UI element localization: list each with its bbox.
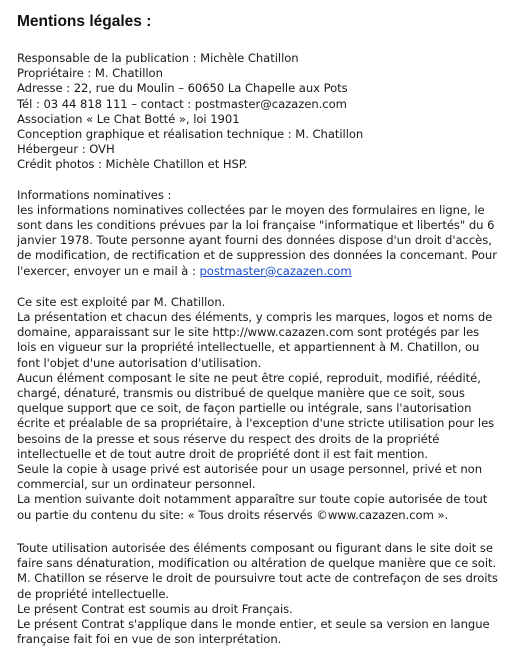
- ownership-line: font l'objet d'une autorisation d'utilisation.: [17, 355, 262, 370]
- ownership-line: Ce site est exploité par M. Chatillon.: [17, 294, 226, 309]
- ownership-line: ou partie du contenu du site: « Tous droits réservés ©www.cazazen.com ».: [17, 507, 449, 522]
- legal-notice-page: [17, 12, 517, 647]
- ownership-section: [17, 295, 517, 523]
- ownership-line: besoins de la presse et sous réserve du respect des droits de la propriété: [17, 431, 440, 446]
- personal-data-line: de modification, de rectification et de suppression des données la concemant. Pour: [17, 248, 497, 263]
- ownership-line: écrite et préalable de sa propriétaire, à l'exception d'une stricte utilisation pour les: [17, 416, 495, 431]
- owner-line: Propriétaire : M. Chatillon: [17, 66, 163, 81]
- ownership-line: La présentation et chacun des éléments, y compris les marques, logos et noms de: [17, 310, 493, 325]
- usage-terms-line: de propriété intellectuelle.: [17, 586, 170, 601]
- personal-data-heading: Informations nominatives :: [17, 187, 172, 202]
- usage-terms-line: française fait foi en vue de son interprétation.: [17, 632, 282, 647]
- phone-contact-line: Tél : 03 44 818 111 – contact : postmaster@cazazen.com: [17, 96, 347, 111]
- publication-info: [17, 51, 517, 173]
- personal-data-line: janvier 1978. Toute personne ayant fourni des données dispose d'un droit d'accès,: [17, 233, 492, 248]
- email-link[interactable]: postmaster@cazazen.com: [199, 263, 352, 278]
- address-line: Adresse : 22, rue du Moulin – 60650 La Chapelle aux Pots: [17, 81, 348, 96]
- usage-terms-section: [17, 541, 517, 647]
- ownership-line: Aucun élément composant le site ne peut être copié, reproduit, modifié, réédité,: [17, 370, 481, 385]
- host-line: Hébergeur : OVH: [17, 142, 115, 157]
- usage-terms-line: Le présent Contrat s'applique dans le monde entier, et seule sa version en langue: [17, 616, 490, 631]
- usage-terms-line: Toute utilisation autorisée des éléments composant ou figurant dans le site doit se: [17, 540, 493, 555]
- ownership-line: lois en vigueur sur la propriété intellectuelle, et appartiennent à M. Chatillon, ou: [17, 340, 480, 355]
- personal-data-last-line: [17, 264, 517, 279]
- page-title: Mentions légales :: [17, 13, 152, 30]
- design-credit-line: Conception graphique et réalisation technique : M. Chatillon: [17, 127, 364, 142]
- usage-terms-line: M. Chatillon se réserve le droit de poursuivre tout acte de contrefaçon de ses droits: [17, 571, 498, 586]
- association-line: Association « Le Chat Botté », loi 1901: [17, 111, 240, 126]
- ownership-line: La mention suivante doit notamment apparaître sur toute copie autorisée de tout: [17, 492, 488, 507]
- photo-credit-line: Crédit photos : Michèle Chatillon et HSP.: [17, 157, 248, 172]
- email-prefix-text: l'exercer, envoyer un e mail à :: [17, 263, 200, 278]
- ownership-line: chargé, dénaturé, transmis ou distribué de quelque manière que ce soit, sous: [17, 386, 465, 401]
- ownership-line: intellectuelle et de tout autre droit de propriété dont il est fait mention.: [17, 446, 429, 461]
- ownership-line: quelque support que ce soit, de façon partielle ou intégrale, sans l'autorisation: [17, 401, 472, 416]
- personal-data-line: sont dans les conditions prévues par la loi française "informatique et libertés" du 6: [17, 218, 495, 233]
- personal-data-section: [17, 188, 517, 279]
- usage-terms-line: faire sans dénaturation, modification ou altération de quelque manière que ce soit.: [17, 556, 497, 571]
- usage-terms-line: Le présent Contrat est soumis au droit Français.: [17, 601, 293, 616]
- ownership-line: domaine, apparaissant sur le site http://www.cazazen.com sont protégés par les: [17, 325, 480, 340]
- publication-manager-line: Responsable de la publication : Michèle Chatillon: [17, 51, 299, 65]
- personal-data-line: les informations nominatives collectées par le moyen des formulaires en ligne, le: [17, 202, 485, 217]
- ownership-line: commercial, sur un ordinateur personnel.: [17, 477, 256, 492]
- ownership-line: Seule la copie à usage privé est autorisée pour un usage personnel, privé et non: [17, 462, 483, 477]
